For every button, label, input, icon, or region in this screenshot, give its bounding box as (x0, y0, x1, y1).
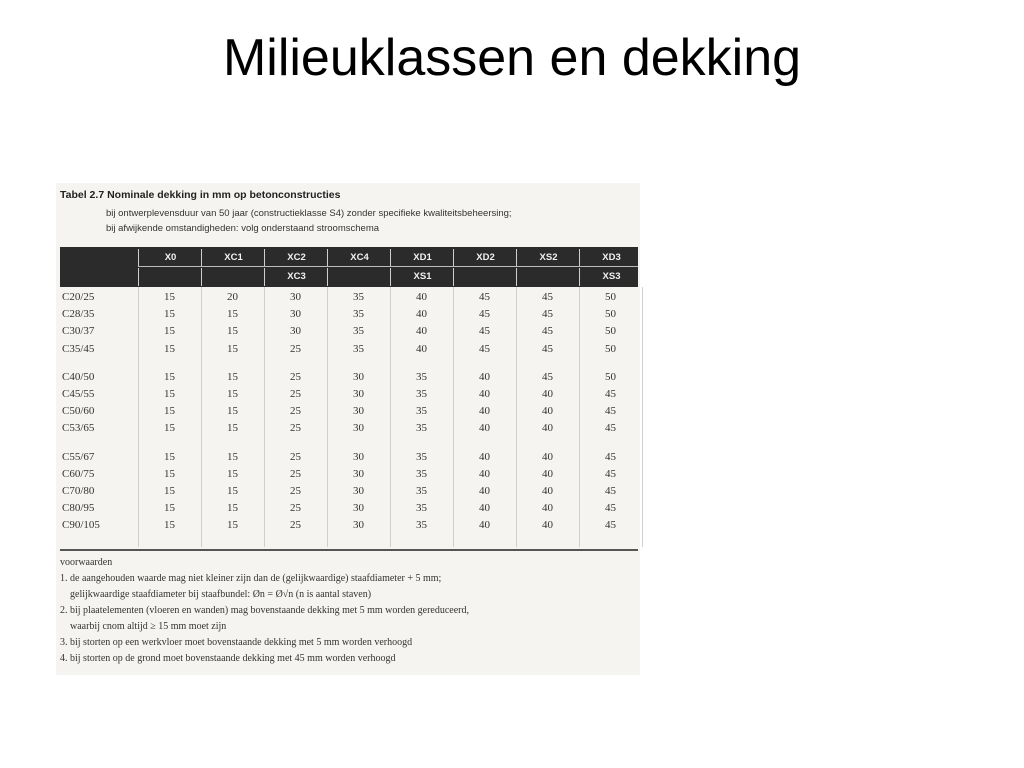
table-cell: 15 (164, 291, 175, 303)
table-cell: 45 (605, 519, 616, 532)
table-cell: 15 (227, 308, 238, 321)
table-cell: 40 (479, 405, 490, 418)
table-cell: 15 (227, 467, 238, 480)
table-cell: 15 (164, 422, 175, 435)
table-cell: 15 (227, 450, 238, 463)
header-cell-sub: XS3 (579, 268, 643, 286)
table-row (60, 517, 638, 534)
table-cell: 30 (353, 422, 364, 435)
row-label: C50/60 (62, 405, 95, 418)
table-cell: 45 (479, 291, 490, 303)
table-cell: 40 (542, 519, 553, 532)
table-row (60, 289, 638, 306)
table-cell: 40 (542, 467, 553, 480)
header-cell: XD2 (453, 249, 517, 267)
row-label: C40/50 (62, 370, 95, 383)
table-row (60, 449, 638, 466)
table-cell: 35 (416, 370, 427, 383)
table-cell: 35 (353, 342, 364, 355)
header-cell-sub (453, 268, 517, 286)
table-cell: 30 (353, 450, 364, 463)
header-cell-sub: XS1 (390, 268, 454, 286)
note-1: 1. de aangehouden waarde mag niet kleiner zijn dan de (gelijkwaardige) staafdiameter + 5 mm; (60, 573, 442, 584)
table-row (60, 306, 638, 323)
table-cell: 45 (542, 308, 553, 321)
notes (60, 555, 630, 667)
table-cell: 40 (416, 342, 427, 355)
note-3: 3. bij storten op een werkvloer moet bovenstaande dekking met 5 mm worden verhoogd (60, 637, 413, 648)
header-cell: XS2 (516, 249, 580, 267)
table-cell: 35 (416, 405, 427, 418)
row-label: C30/37 (62, 325, 95, 338)
header-cell: X0 (138, 249, 202, 267)
row-label: C55/67 (62, 450, 95, 463)
table-cell: 15 (227, 485, 238, 497)
table-cell: 40 (479, 519, 490, 532)
table-row (60, 341, 638, 358)
table-cell: 50 (605, 308, 616, 321)
table-cell: 35 (416, 450, 427, 463)
table-cell: 25 (290, 422, 301, 435)
table-cell: 40 (542, 388, 553, 400)
table-cell: 45 (605, 405, 616, 418)
table-cell: 30 (353, 485, 364, 497)
table-cell: 45 (479, 308, 490, 321)
header-cell-sub: XC3 (264, 268, 328, 286)
table-cell: 15 (164, 308, 175, 321)
table-cell: 40 (542, 502, 553, 515)
table-cell: 15 (164, 342, 175, 355)
table-cell: 15 (227, 519, 238, 532)
table-cell: 40 (479, 370, 490, 383)
table-cell: 50 (605, 342, 616, 355)
header-cell: XD3 (579, 249, 643, 267)
table-cell: 25 (290, 502, 301, 515)
table-row (60, 369, 638, 386)
table-cell: 35 (353, 308, 364, 321)
table-cell: 40 (542, 422, 553, 435)
table-cell: 45 (605, 502, 616, 515)
table-cell: 45 (542, 342, 553, 355)
table-cell: 15 (227, 405, 238, 418)
column-divider (642, 287, 643, 547)
table-cell: 15 (227, 342, 238, 355)
table-cell: 35 (353, 325, 364, 338)
table-cell: 45 (542, 325, 553, 338)
table-cell: 35 (353, 291, 364, 303)
scanned-table-image (56, 183, 640, 675)
table-row (60, 420, 638, 437)
header-cell: XD1 (390, 249, 454, 267)
table-cell: 15 (164, 485, 175, 497)
table-row (60, 386, 638, 403)
table-header (60, 247, 638, 287)
table-cell: 30 (353, 370, 364, 383)
table-cell: 40 (479, 388, 490, 400)
note-1-continued: gelijkwaardige staafdiameter bij staafbundel: Øn = Ø√n (n is aantal staven) (70, 589, 372, 600)
table-subtitle-1: bij ontwerplevensduur van 50 jaar (constructieklasse S4) zonder specifieke kwaliteitsbeheersing; (106, 208, 512, 219)
table-cell: 25 (290, 342, 301, 355)
table-row (60, 500, 638, 517)
table-cell: 30 (353, 502, 364, 515)
table-cell: 30 (353, 467, 364, 480)
header-cell: XC2 (264, 249, 328, 267)
table-cell: 40 (479, 422, 490, 435)
table-cell: 15 (164, 519, 175, 532)
table-cell: 15 (164, 405, 175, 418)
row-label: C20/25 (62, 291, 95, 303)
table-cell: 50 (605, 291, 616, 303)
table-cell: 15 (227, 370, 238, 383)
table-cell: 15 (164, 502, 175, 515)
note-2: 2. bij plaatelementen (vloeren en wanden) mag bovenstaande dekking met 5 mm worden gereduceerd, (60, 605, 470, 616)
table-cell: 45 (605, 388, 616, 400)
row-label: C80/95 (62, 502, 95, 515)
table-cell: 15 (227, 502, 238, 515)
table-cell: 40 (416, 325, 427, 338)
table-cell: 40 (416, 291, 427, 303)
table-bottom-rule (60, 549, 638, 551)
table-cell: 30 (290, 291, 301, 303)
table-cell: 15 (227, 325, 238, 338)
table-cell: 50 (605, 325, 616, 338)
table-cell: 15 (227, 388, 238, 400)
table-cell: 35 (416, 467, 427, 480)
table-cell: 40 (479, 502, 490, 515)
table-cell: 45 (542, 370, 553, 383)
header-cell-sub (138, 268, 202, 286)
table-cell: 30 (353, 388, 364, 400)
table-cell: 45 (479, 325, 490, 338)
table-cell: 35 (416, 519, 427, 532)
table-cell: 35 (416, 502, 427, 515)
table-cell: 30 (353, 519, 364, 532)
table-cell: 25 (290, 519, 301, 532)
table-row (60, 483, 638, 500)
table-cell: 25 (290, 405, 301, 418)
row-label: C90/105 (62, 519, 100, 532)
table-cell: 35 (416, 422, 427, 435)
table-cell: 40 (479, 467, 490, 480)
row-label: C28/35 (62, 308, 95, 321)
table-row (60, 466, 638, 483)
row-label: C53/65 (62, 422, 95, 435)
header-divider (138, 266, 638, 267)
row-label: C70/80 (62, 485, 95, 497)
table-cell: 20 (227, 291, 238, 303)
table-cell: 15 (164, 388, 175, 400)
table-number: Tabel 2.7 (60, 189, 105, 201)
table-row (60, 403, 638, 420)
table-cell: 25 (290, 450, 301, 463)
table-cell: 25 (290, 388, 301, 400)
note-2-continued: waarbij cnom altijd ≥ 15 mm moet zijn (70, 621, 227, 632)
table-cell: 15 (164, 467, 175, 480)
table-cell: 35 (416, 485, 427, 497)
table-cell: 40 (542, 485, 553, 497)
table-cell: 15 (227, 422, 238, 435)
table-caption (60, 189, 340, 201)
table-cell: 30 (290, 308, 301, 321)
header-cell: XC1 (201, 249, 265, 267)
table-cell: 45 (605, 467, 616, 480)
table-cell: 30 (290, 325, 301, 338)
table-subtitle-2: bij afwijkende omstandigheden: volg onderstaand stroomschema (106, 223, 380, 234)
slide-title: Milieuklassen en dekking (222, 29, 802, 87)
row-label: C35/45 (62, 342, 95, 355)
table-cell: 15 (164, 450, 175, 463)
table-cell: 15 (164, 370, 175, 383)
table-cell: 45 (605, 450, 616, 463)
table-title: Nominale dekking in mm op betonconstructies (107, 189, 341, 201)
table-cell: 30 (353, 405, 364, 418)
table-cell: 25 (290, 370, 301, 383)
table-row (60, 323, 638, 340)
note-4: 4. bij storten op de grond moet bovenstaande dekking met 45 mm worden verhoogd (60, 653, 396, 664)
table-cell: 45 (479, 342, 490, 355)
table-cell: 25 (290, 467, 301, 480)
table-cell: 40 (416, 308, 427, 321)
table-cell: 40 (479, 450, 490, 463)
row-label: C60/75 (62, 467, 95, 480)
header-cell: XC4 (327, 249, 391, 267)
header-cell-sub (201, 268, 265, 286)
table-cell: 40 (542, 450, 553, 463)
table-cell: 45 (542, 291, 553, 303)
table-cell: 45 (605, 422, 616, 435)
table-cell: 15 (164, 325, 175, 338)
table-cell: 50 (605, 370, 616, 383)
table-cell: 45 (605, 485, 616, 497)
header-cell-sub (516, 268, 580, 286)
table-cell: 40 (542, 405, 553, 418)
notes-heading: voorwaarden (60, 557, 113, 568)
table-body (60, 287, 638, 549)
table-cell: 35 (416, 388, 427, 400)
table-cell: 40 (479, 485, 490, 497)
header-cell-sub (327, 268, 391, 286)
row-label: C45/55 (62, 388, 95, 400)
table-cell: 25 (290, 485, 301, 497)
